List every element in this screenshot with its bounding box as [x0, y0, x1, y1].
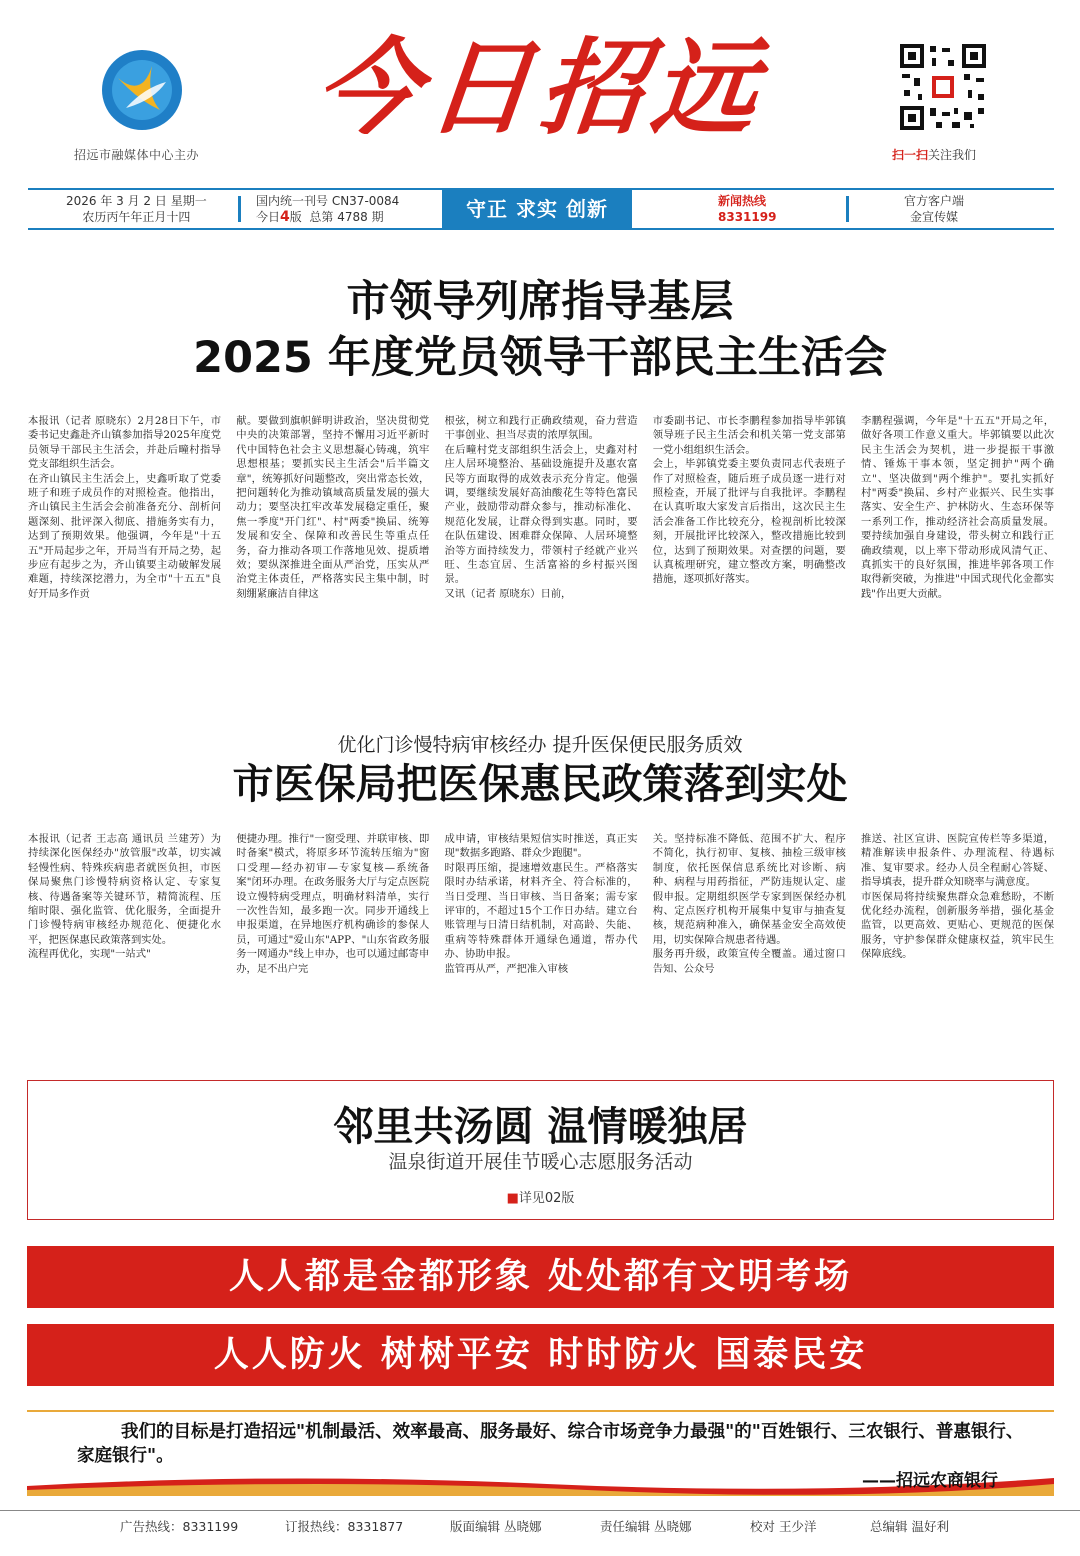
article-column: 成申请，审核结果短信实时推送，真正实现"数据多跑路、群众少跑腿"。 时限再压缩，提速增效惠民生。严格落实限时办结承诺，材料齐全、符合标准的，当日受理、当日审核、当日备案；需专家评审的，不超过15个工作日办结。建立台账管理与日清日结机制，对高龄、失能、重病等特殊群体开通绿色通道，帮办代办、协助申报。 监管再从严，严把准入审核	[444, 833, 638, 975]
second-story-body	[28, 832, 1054, 1032]
newspaper-title: 今日招远	[309, 26, 771, 149]
second-story-headline[interactable]: 市医保局把医保惠民政策落到实处	[232, 760, 848, 808]
lead-story-body	[28, 414, 1054, 682]
square-bullet-icon: ■	[506, 1191, 519, 1206]
issn-line: 国内统一刊号 CN37-0084	[256, 194, 400, 208]
teaser-page-reference[interactable]	[28, 1187, 1053, 1206]
layout-editor-credit: 版面编辑 丛晓娜	[450, 1519, 542, 1534]
article-column: 本报讯（记者 王志高 通讯员 兰建芳）为持续深化医保经办"放管服"改革，切实减轻慢性病、特殊疾病患者就医负担，市医保局聚焦门诊慢特病资格认定、专家复核、待遇备案等关键环节，精简流程、压缩时限、强化监管、优化服务，全面提升门诊慢特病审核经办规范化、便捷化水平，把医保惠民政策落到实处。 流程再优化，实现"一站式"	[28, 833, 221, 961]
feature-teaser-box[interactable]	[27, 1080, 1054, 1220]
organizer-caption: 招远市融媒体中心主办	[74, 148, 200, 162]
article-column: 李鹏程强调，今年是"十五五"开局之年，做好各项工作意义重大。毕郭镇要以此次民主生活会为契机，进一步提振干事激情、锤炼干事本领，坚定拥护"两个确立"、坚决做到"两个维护"。要扎实抓好村"两委"换届、乡村产业振兴、民生实事落实、安全生产、护林防火、生态环保等一系列工作，推动经济社会高质量发展。要持续加强自身建设，带头树立和践行正确政绩观，以上率下带动形成风清气正、真抓实干的良好氛围，推进毕郭各项工作取得新突破，为推进"中国式现代化金都实践"作出更大贡献。	[861, 415, 1054, 600]
article-column: 关。坚持标准不降低、范围不扩大、程序不简化，执行初审、复核、抽检三级审核制度，依托医保信息系统比对诊断、病种、病程与用药指征，严防违规认定、虚假申报。定期组织医学专家到医保经办机构、定点医疗机构开展集中复审与抽查复核，规范病种准入，确保基金安全高效使用，切实保障合规患者待遇。 服务再升级，政策宣传全覆盖。通过窗口告知、公众号	[652, 833, 846, 975]
news-hotline[interactable]	[718, 193, 776, 225]
article-column: 市委副书记、市长李鹏程参加指导毕郭镇领导班子民主生活会和机关第一党支部第一党小组组织生活会。 会上，毕郭镇党委主要负责同志代表班子作了对照检查，随后班子成员逐一进行对照检查，开展了批评与自我批评。李鹏程在认真听取大家发言后指出，这次民主生活会准备工作比较充分，检视剖析比较深刻，开展批评比较深入，整改措施比较到位，达到了预期效果。对查摆的问题，要认真梳理研究，建立整改方案，明确整改措施，逐项抓好落实。	[652, 415, 846, 586]
motto-badge: 守正 求实 创新	[442, 188, 632, 230]
teaser-title: 邻里共汤圆 温情暖独居	[333, 1104, 748, 1150]
chief-editor-credit: 总编辑 温好利	[870, 1519, 949, 1534]
bank-ad-signature: ——招远农商银行	[862, 1471, 998, 1491]
qr-code-icon[interactable]	[898, 42, 988, 132]
publication-date	[66, 193, 207, 225]
lead-headline[interactable]	[0, 274, 1080, 386]
client-name[interactable]: 金宣传媒	[910, 210, 959, 224]
duty-editor-credit: 责任编辑 丛晓娜	[600, 1519, 692, 1534]
info-divider	[238, 196, 241, 222]
date-lunar: 农历丙午年正月十四	[82, 210, 191, 224]
date-gregorian: 2026 年 3 月 2 日 星期一	[66, 194, 207, 208]
pages-count: 4	[280, 209, 290, 225]
qr-caption	[892, 146, 976, 163]
lead-headline-line-2: 2025 年度党员领导干部民主生活会	[193, 333, 887, 383]
teaser-ref-text: 详见02版	[518, 1191, 575, 1206]
article-column: 献。要做到旗帜鲜明讲政治，坚决贯彻党中央的决策部署，坚持不懈用习近平新时代中国特色社会主义思想凝心铸魂，筑牢思想根基；要抓实民主生活会"后半篇文章"，统筹抓好问题整改，突出常态长效，把问题转化为推动镇域高质量发展的强大动力；要坚决扛牢改革发展稳定重任，聚焦一季度"开门红"、村"两委"换届、统筹发展和安全、保障和改善民生等重点任务，奋力推动各项工作落地见效、提质增效；要纵深推进全面从严治党，压实从严治党主体责任，严格落实民主集中制，时刻绷紧廉洁自律这	[236, 415, 430, 600]
bank-advertisement[interactable]	[27, 1410, 1054, 1496]
article-column: 根弦，树立和践行正确政绩观，奋力营造干事创业、担当尽责的浓厚氛围。 在后疃村党支部组织生活会上，史鑫对村庄人居环境整治、基础设施提升及惠农富民等方面取得的成效表示充分肯定。他强调，要继续发展好高油酸花生等特色富民产业，鼓励带动群众参与，推动标准化、规范化发展，让群众得到实惠。同时，要在队伍建设、困难群众保障、人居环境整治等方面持续发力，带领村子经就产业兴旺、生态宜居、生活富裕的乡村振兴图景。 又讯（记者 原晓东）日前，	[444, 415, 638, 600]
qr-caption-action: 扫一扫	[892, 148, 929, 162]
lead-headline-line-1: 市领导列席指导基层	[346, 277, 734, 327]
masthead	[0, 0, 1080, 180]
pages-suffix: 版	[289, 210, 302, 224]
article-column: 本报讯（记者 原晓东）2月28日下午，市委书记史鑫赴齐山镇参加指导2025年度党员领导干部民主生活会，并赴后疃村指导党支部组织生活会。 在齐山镇民主生活会上，史鑫听取了党委班子和班子成员作的对照检查。他指出，齐山镇民主生活会会前准备充分、剖析问题深刻、批评深入彻底、措施务实有力，达到了预期效果。他强调，今年是"十五五"开局起步之年，开局当有开局之势，起步应有起步之为，齐山镇要主动破解发展难题，持续深挖潜力，为全市"十五五"良好开局多作贡	[28, 415, 221, 600]
qr-caption-text: 关注我们	[928, 148, 977, 162]
hotline-number[interactable]: 8331199	[718, 210, 777, 224]
issue-total: 总第 4788 期	[309, 210, 384, 224]
proofreader-credit: 校对 王少洋	[750, 1519, 817, 1534]
hotline-label: 新闻热线	[718, 194, 767, 208]
ad-hotline: 广告热线：8331199	[120, 1519, 239, 1534]
ad-gold-rule	[27, 1410, 1054, 1412]
info-divider	[846, 196, 849, 222]
credits-footer	[0, 1510, 1080, 1540]
bank-ad-text: 我们的目标是打造招远"机制最活、效率最高、服务最好、综合市场竞争力最强"的"百姓银行、三农银行、普惠银行、家庭银行"。	[77, 1422, 1024, 1466]
second-story-kicker: 优化门诊慢特病审核经办 提升医保便民服务质效	[337, 734, 743, 756]
pages-prefix: 今日	[256, 210, 281, 224]
subscription-hotline: 订报热线：8331877	[285, 1519, 404, 1534]
pages-line	[256, 209, 399, 225]
info-bar	[28, 188, 1054, 230]
civility-slogan-banner: 人人都是金都形象 处处都有文明考场	[27, 1246, 1054, 1308]
info-bar-bottom-rule	[28, 228, 1054, 230]
official-client[interactable]	[904, 193, 964, 225]
client-label: 官方客户端	[904, 194, 965, 208]
fire-safety-slogan-banner: 人人防火 树树平安 时时防火 国泰民安	[27, 1324, 1054, 1386]
media-center-logo-icon	[100, 48, 184, 132]
article-column: 推送、社区宣讲、医院宣传栏等多渠道，精准解读申报条件、办理流程、待遇标准、复审要求。经办人员全程耐心答疑、指导填表，提升群众知晓率与满意度。 市医保局将持续聚焦群众急难愁盼，不断优化经办流程，创新服务举措，强化基金监管，以更高效、更贴心、更规范的医保服务，守护参保群众健康权益，筑牢民生保障底线。	[861, 833, 1054, 961]
teaser-subtitle: 温泉街道开展佳节暖心志愿服务活动	[388, 1151, 693, 1173]
article-column: 便捷办理。推行"一窗受理、并联审核、即时备案"模式，将原多环节流转压缩为"窗口受理—经办初审—专家复核—系统备案"闭环办理。在政务服务大厅与定点医院设立慢特病受理点，明确材料清单，实行一次性告知，最多跑一次。同步开通线上申报渠道，在异地医疗机构确诊的参保人员，可通过"爱山东"APP、"山东省政务服务一网通办"线上申办，也可以通过邮寄申办，足不出户完	[236, 833, 430, 975]
issue-info	[256, 193, 399, 225]
